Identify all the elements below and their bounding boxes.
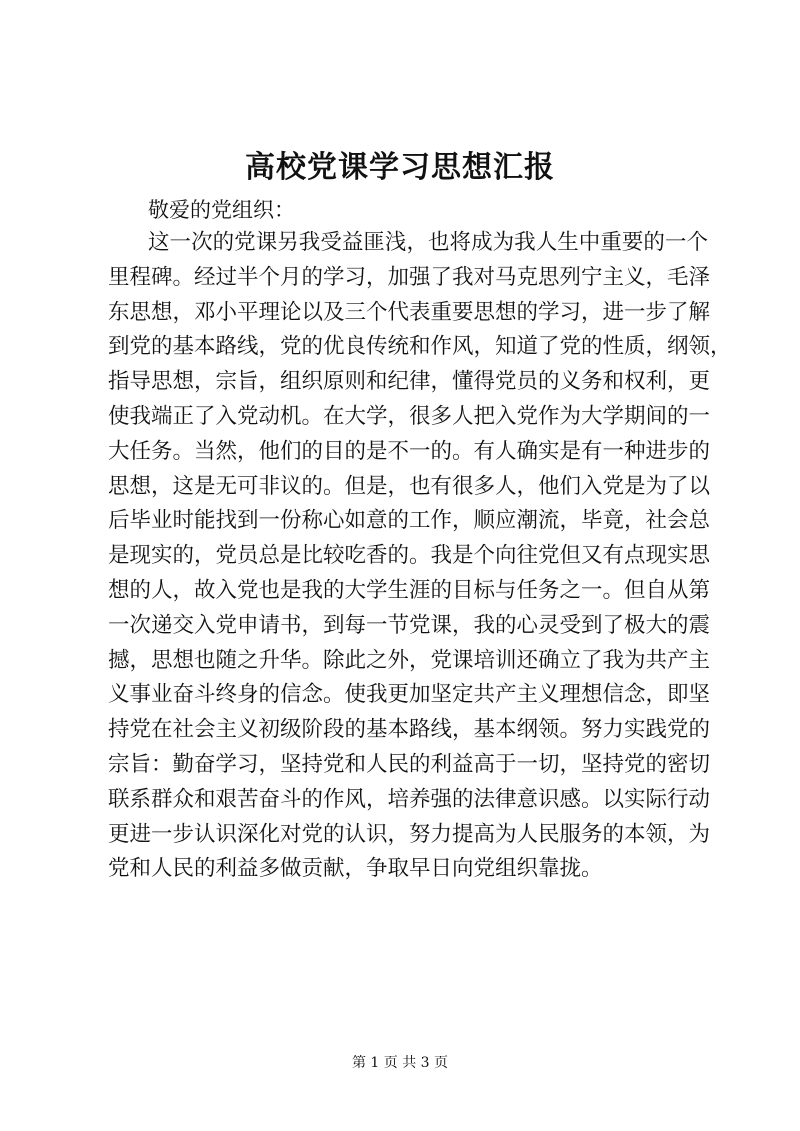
- body-text-line: 这一次的党课另我受益匪浅，也将成为我人生中重要的一个: [148, 230, 708, 255]
- body-text-line: 义事业奋斗终身的信念。使我更加坚定共产主义理想信念，即坚: [108, 682, 711, 708]
- body-text-line: 持党在社会主义初级阶段的基本路线，基本纲领。努力实践党的: [108, 717, 711, 743]
- body-text-line: 东思想，邓小平理论以及三个代表重要思想的学习，进一步了解: [108, 299, 711, 325]
- body-text-line: 使我端正了入党动机。在大学，很多人把入党作为大学期间的一: [108, 403, 711, 429]
- body-text-line: 指导思想，宗旨，组织原则和纪律，懂得党员的义务和权利，更: [108, 369, 711, 395]
- body-text-line: 联系群众和艰苦奋斗的作风，培养强的法律意识感。以实际行动: [108, 786, 711, 812]
- body-text-line: 是现实的，党员总是比较吃香的。我是个向往党但又有点现实思: [108, 543, 711, 569]
- body-text-line: 一次递交入党申请书，到每一节党课，我的心灵受到了极大的震: [108, 612, 711, 638]
- body-text-line: 到党的基本路线，党的优良传统和作风，知道了党的性质，纲领，: [108, 334, 732, 360]
- body-text-line: 后毕业时能找到一份称心如意的工作，顺应潮流，毕竟，社会总: [108, 508, 711, 534]
- body-text-line: 大任务。当然，他们的目的是不一的。有人确实是有一种进步的: [108, 438, 711, 464]
- body-text-line: 宗旨：勤奋学习，坚持党和人民的利益高于一切，坚持党的密切: [108, 751, 711, 777]
- body-text-line: 党和人民的利益多做贡献，争取早日向党组织靠拢。: [108, 856, 603, 882]
- page-footer: 第 1 页 共 3 页: [351, 1055, 449, 1071]
- body-text-line: 里程碑。经过半个月的学习，加强了我对马克思列宁主义，毛泽: [108, 264, 711, 290]
- body-text-line: 撼，思想也随之升华。除此之外，党课培训还确立了我为共产主: [108, 647, 711, 673]
- salutation: 敬爱的党组织：: [148, 198, 295, 222]
- body-paragraph: [108, 226, 732, 887]
- body-text-line: 想的人，故入党也是我的大学生涯的目标与任务之一。但自从第: [108, 577, 711, 603]
- body-text-line: 更进一步认识深化对党的认识，努力提高为人民服务的本领，为: [108, 821, 711, 847]
- body-text-line: 思想，这是无可非议的。但是，也有很多人，他们入党是为了以: [108, 473, 711, 499]
- document-title: 高校党课学习思想汇报: [245, 150, 555, 185]
